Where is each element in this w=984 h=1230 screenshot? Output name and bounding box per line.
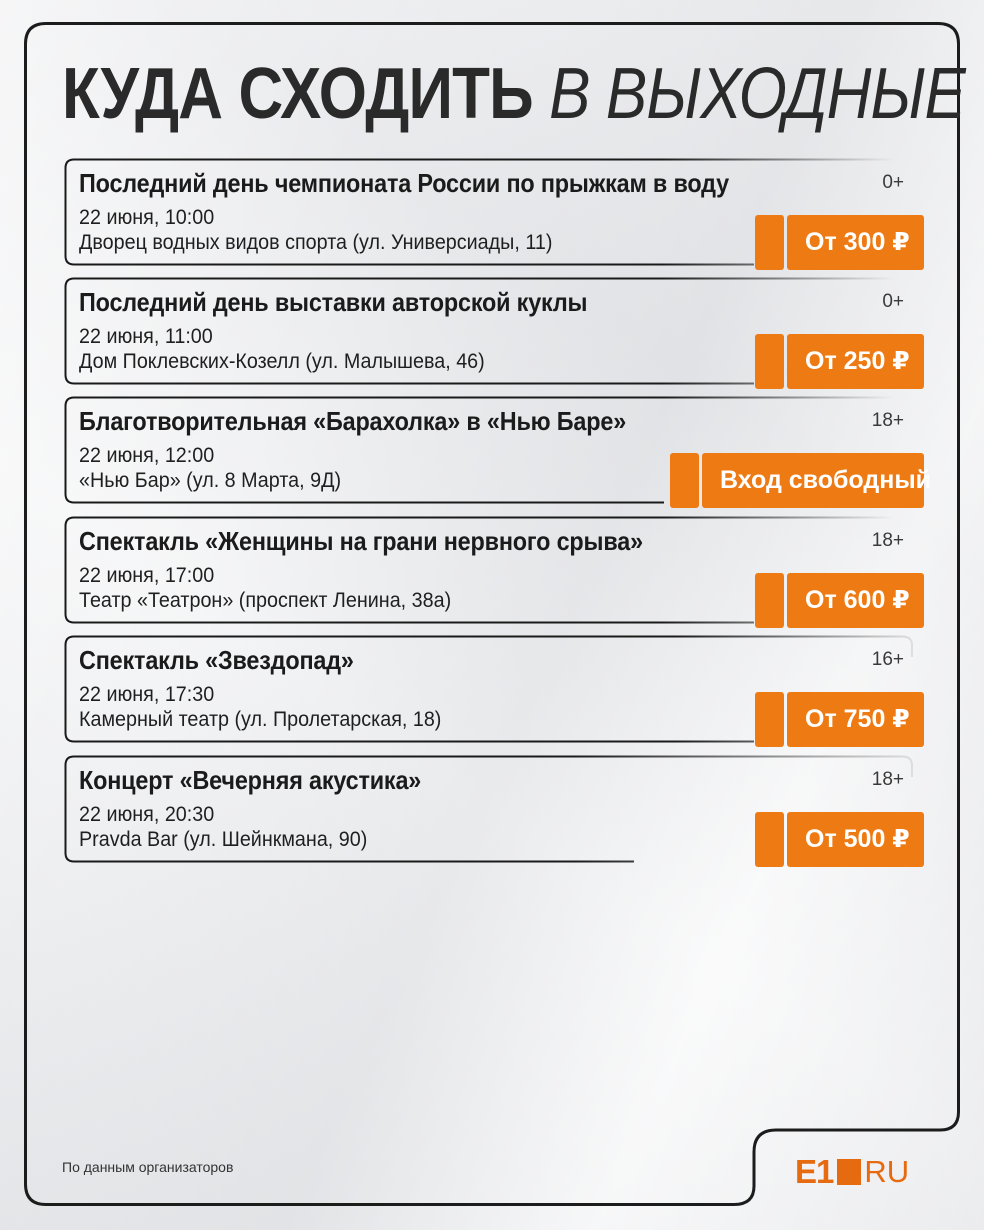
event-card[interactable]: [64, 277, 924, 385]
event-place: Театр «Театрон» (проспект Ленина, 38а): [79, 589, 452, 612]
price-button[interactable]: [755, 812, 924, 867]
e1-logo[interactable]: [795, 1154, 909, 1190]
page-title: [62, 52, 965, 136]
event-date: 22 июня, 10:00: [79, 206, 215, 229]
ticket-stub: [755, 334, 784, 389]
title-italic-part: В ВЫХОДНЫЕ: [549, 54, 965, 134]
event-title: Спектакль «Женщины на грани нервного срыва»: [79, 526, 643, 556]
event-card[interactable]: [64, 635, 924, 743]
logo-e1-text: E1: [795, 1153, 834, 1190]
event-date: 22 июня, 17:30: [79, 683, 215, 706]
ticket-stub: [670, 453, 699, 508]
event-card[interactable]: [64, 158, 924, 266]
age-rating: 18+: [871, 769, 904, 790]
event-title: Благотворительная «Барахолка» в «Нью Баре»: [79, 406, 627, 436]
event-date: 22 июня, 11:00: [79, 325, 213, 348]
ticket-stub: [755, 215, 784, 270]
price-label: Вход свободный: [702, 453, 924, 508]
price-button[interactable]: [755, 334, 924, 389]
price-button[interactable]: [755, 692, 924, 747]
age-rating: 16+: [871, 649, 904, 670]
ticket-stub: [755, 692, 784, 747]
event-title: Последний день чемпионата России по прыжкам в воду: [79, 168, 729, 198]
event-date: 22 июня, 12:00: [79, 444, 215, 467]
event-card[interactable]: [64, 396, 932, 504]
event-title: Спектакль «Звездопад»: [79, 645, 354, 675]
price-label: От 250 ₽: [787, 334, 924, 389]
logo-square-icon: [837, 1159, 861, 1185]
price-label: От 750 ₽: [787, 692, 924, 747]
age-rating: 18+: [871, 410, 904, 431]
price-button[interactable]: [670, 453, 932, 508]
source-note: По данным организаторов: [62, 1159, 234, 1175]
price-label: От 600 ₽: [787, 573, 924, 628]
ticket-stub: [755, 812, 784, 867]
age-rating: 18+: [871, 530, 904, 551]
event-date: 22 июня, 17:00: [79, 564, 215, 587]
event-place: «Нью Бар» (ул. 8 Марта, 9Д): [79, 469, 342, 492]
event-place: Pravda Bar (ул. Шейнкмана, 90): [79, 828, 368, 851]
event-card[interactable]: [64, 516, 924, 624]
logo-ru-text: RU: [864, 1154, 910, 1189]
price-label: От 300 ₽: [787, 215, 924, 270]
title-bold-part: КУДА СХОДИТЬ: [62, 54, 533, 134]
price-label: От 500 ₽: [787, 812, 924, 867]
event-title: Концерт «Вечерняя акустика»: [79, 765, 422, 795]
price-button[interactable]: [755, 215, 924, 270]
event-place: Дворец водных видов спорта (ул. Универсиады, 11): [79, 231, 553, 254]
event-date: 22 июня, 20:30: [79, 803, 215, 826]
event-title: Последний день выставки авторской куклы: [79, 287, 588, 317]
event-card[interactable]: [64, 755, 924, 863]
price-button[interactable]: [755, 573, 924, 628]
event-place: Камерный театр (ул. Пролетарская, 18): [79, 708, 442, 731]
age-rating: 0+: [882, 291, 904, 312]
event-place: Дом Поклевских-Козелл (ул. Малышева, 46): [79, 350, 485, 373]
ticket-stub: [755, 573, 784, 628]
age-rating: 0+: [882, 172, 904, 193]
